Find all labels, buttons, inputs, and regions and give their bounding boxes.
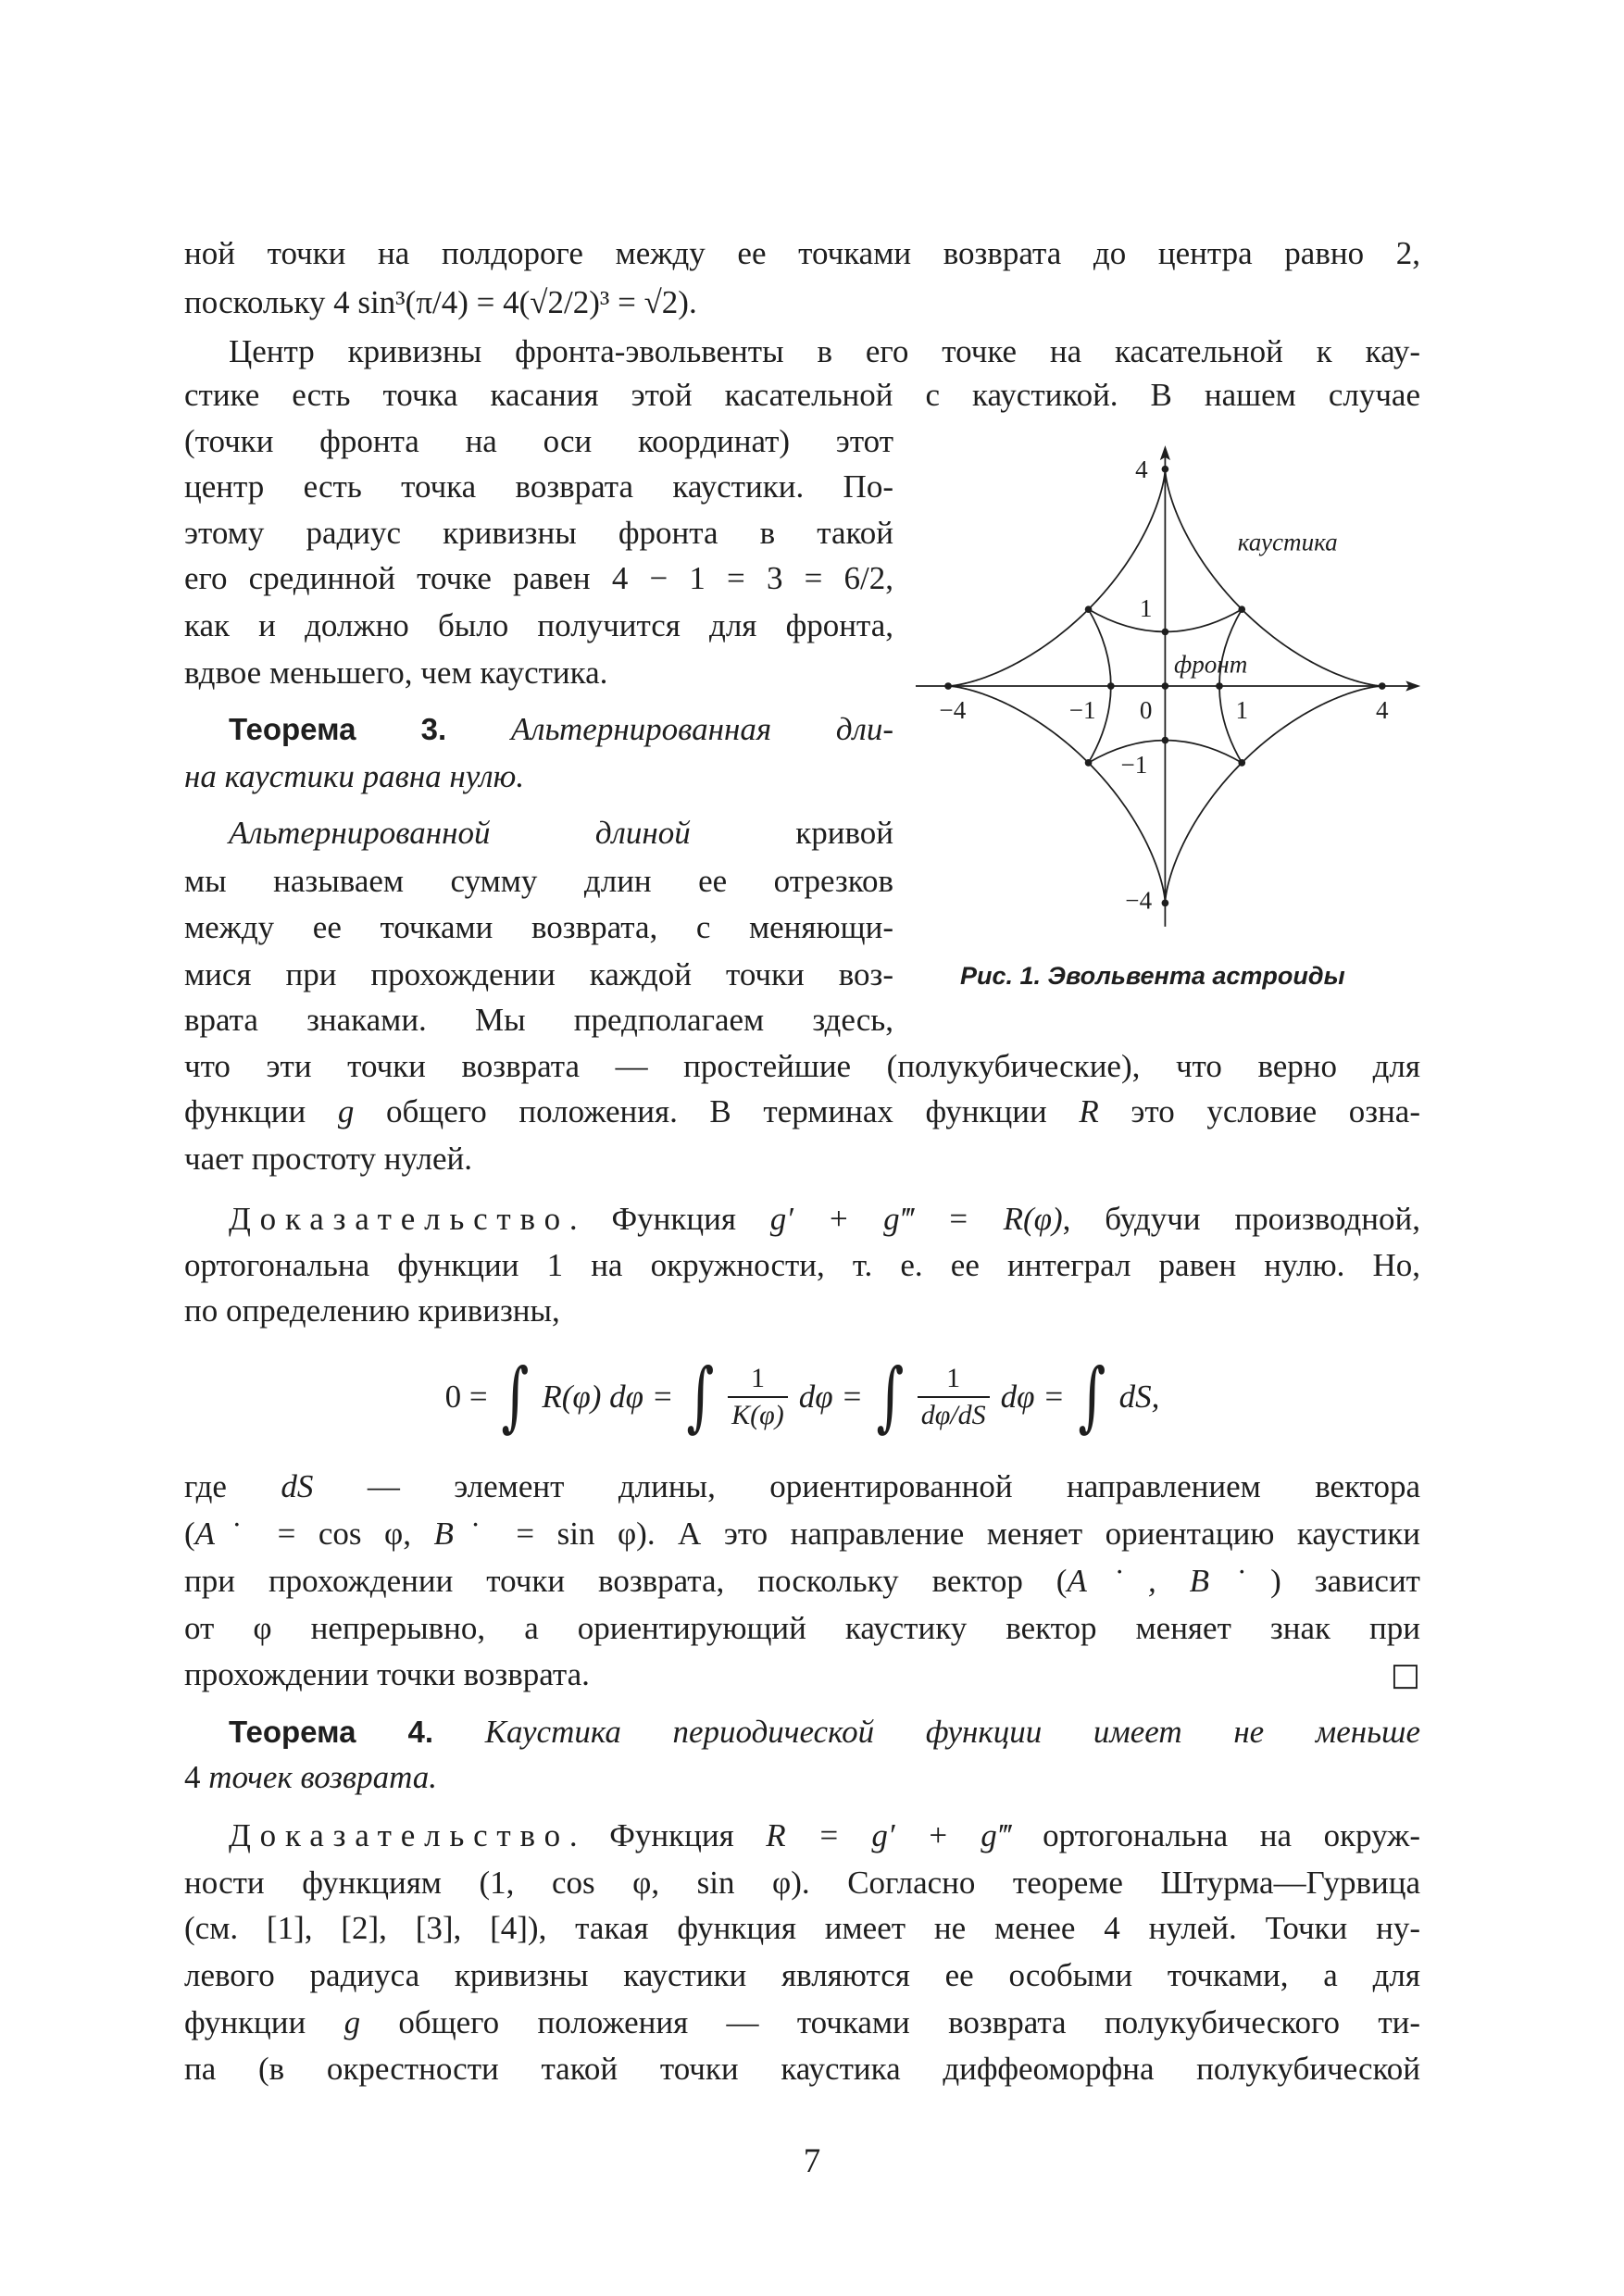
marked-point [1162,737,1169,744]
line-18 [184,1043,1420,1090]
line-text: (точки фронта на оси координат) этот [184,423,893,459]
line-31 [184,1754,1420,1801]
math-symbol: R [1079,1093,1099,1129]
line-text: левого радиуса кривизны каустики являются ее особыми точками, а для [184,1957,1420,1993]
theorem-3-statement: на каустики равна нулю. [184,758,525,794]
axis-label-origin: 0 [1139,696,1153,725]
line-text: по определению кривизны, [184,1292,560,1329]
defined-term: Альтернированной длиной [229,815,691,851]
integral-sign: ∫ [876,1353,905,1441]
line-text: это условие озна- [1131,1093,1420,1129]
axis-label-y-4: 4 [1135,455,1148,484]
line-text: его срединной точке равен 4 − 1 = 3 = 6/2, [184,560,893,596]
marked-point [1162,466,1169,473]
axis-label-y-neg1: −1 [1120,751,1148,780]
line-text: поскольку 4 sin³(π/4) = 4(√2/2)³ = √2). [184,284,697,320]
equation-term: 0 = [444,1379,488,1415]
line-text: между ее точками возврата, с меняющи- [184,909,893,945]
line-7 [184,510,893,556]
line-35 [184,1953,1420,1999]
end-of-proof-icon: □ [1390,1656,1420,1693]
marked-point [1216,682,1223,690]
line-text: общего положения. В терминах функции [385,1093,1047,1129]
theorem-3-statement: Альтернированная дли- [510,711,894,747]
line-15 [184,905,893,951]
marked-point [1238,605,1245,613]
integral-sign: ∫ [501,1353,529,1441]
line-text: общего положения — точками возврата полукубического ти- [398,2004,1421,2040]
line-text: ной точки на полдороге между ее точками возврата до центра равно 2, [184,235,1420,271]
line-27 [184,1558,1420,1604]
marked-point [944,682,952,690]
line-34 [184,1905,1420,1952]
fraction-denominator: K(φ) [728,1396,788,1433]
line-text: мися при прохождении каждой точки воз- [184,956,893,992]
equation-term: R(φ) dφ = [542,1379,674,1415]
line-text: ортогональна функции 1 на окружности, т. е. ее интеграл равен нулю. Но, [184,1247,1420,1283]
marked-point [1107,682,1115,690]
line-text: 4 [184,1759,201,1795]
line-3 [229,329,1420,375]
axis-label-x-1: 1 [1235,696,1249,725]
math-symbol: A˙ [194,1516,256,1552]
line-4 [184,372,1420,418]
theorem-4-statement: точек возврата. [208,1759,438,1795]
line-text: этому радиус кривизны фронта в такой [184,515,893,551]
line-33 [184,1860,1420,1906]
marked-point [1085,605,1093,613]
line-text: центр есть точка возврата каустики. По- [184,468,893,505]
line-30 [229,1709,1420,1755]
line-23 [184,1288,1420,1334]
line-13 [229,810,893,856]
axis-label-y-neg4: −4 [1125,886,1153,915]
equation-term: dφ = [1000,1379,1065,1415]
line-14 [184,858,893,905]
line-text: стике есть точка касания этой касательной с каустикой. В нашем случае [184,377,1420,413]
line-11 [229,706,893,753]
line-text: что эти точки возврата — простейшие (полукубические), что верно для [184,1048,1420,1084]
line-19 [184,1089,1420,1135]
line-36 [184,2000,1420,2046]
theorem-4-statement: Каустика периодической функции имеет не меньше [484,1714,1420,1750]
line-text: где [184,1468,227,1504]
axis-label-x-neg1: −1 [1068,696,1096,725]
line-text: кривой [795,815,893,851]
line-text: , будучи производной, [1062,1201,1421,1237]
line-text: ортогональна на окруж- [1043,1817,1421,1853]
line-text: функции [184,2004,306,2040]
line-5 [184,418,893,465]
line-text: = cos φ, [277,1516,411,1552]
line-text: ) зависит [1270,1563,1420,1599]
line-37 [184,2046,1420,2092]
equation-fraction [918,1361,990,1433]
line-21 [229,1196,1420,1242]
line-8 [184,555,893,602]
line-26 [184,1511,1420,1557]
astroid-involute-figure [886,435,1447,944]
line-text: (см. [1], [2], [3], [4]), такая функция имеет не менее 4 нулей. Точки ну- [184,1910,1420,1946]
line-32 [229,1813,1420,1859]
line-text: чает простоту нулей. [184,1141,472,1177]
axis-label-y-1: 1 [1139,594,1153,623]
marked-point [1162,682,1169,690]
line-29 [184,1652,1420,1698]
fraction-numerator: 1 [750,1363,765,1393]
fraction-denominator: dφ/dS [918,1396,990,1433]
display-equation [184,1339,1420,1455]
proof-heading: Доказательство [229,1817,569,1853]
proof-heading: Доказательство [229,1201,569,1237]
line-text: па (в окрестности такой точки каустика диффеоморфна полукубической [184,2051,1420,2087]
line-text: от φ непрерывно, а ориентирующий каустику вектор меняет знак при [184,1610,1420,1646]
math-expression: g′ + g‴ = R(φ) [769,1201,1063,1237]
line-text: вдвое меньшего, чем каустика. [184,655,608,691]
line-28 [184,1605,1420,1652]
theorem-4-heading: Теорема 4. [229,1715,434,1749]
line-16 [184,952,893,998]
line-10 [184,650,893,696]
line-6 [184,464,893,510]
theorem-3-heading: Теорема 3. [229,712,447,746]
axis-label-x-neg4: −4 [939,696,967,725]
line-12 [184,754,893,800]
line-text: при прохождении точки возврата, поскольку вектор ( [184,1563,1068,1599]
math-symbol: g [344,2004,361,2040]
math-symbol: dS [281,1468,314,1504]
line-text: Центр кривизны фронта-эвольвенты в его точке на касательной к кау- [229,333,1420,369]
line-25 [184,1464,1420,1510]
fraction-numerator: 1 [946,1363,961,1393]
integral-sign: ∫ [1078,1353,1106,1441]
marked-point [1238,759,1245,767]
line-text: ( [184,1516,195,1552]
line-text: . Функция [568,1201,736,1237]
line-text: функции [184,1093,306,1129]
line-text: ности функциям (1, cos φ, sin φ). Согласно теореме Штурма—Гурвица [184,1865,1420,1901]
line-22 [184,1242,1420,1289]
front-label: фронт [1173,650,1248,679]
axis-label-x-4: 4 [1375,696,1389,725]
line-17 [184,997,893,1043]
equation-fraction [728,1361,788,1433]
marked-point [1379,682,1386,690]
line-1 [184,231,1420,277]
figure-caption: Рис. 1. Эвольвента астроиды [960,962,1345,990]
line-text: . Функция [568,1817,734,1853]
math-symbol: A˙, B˙ [1067,1563,1271,1599]
line-text: прохождении точки возврата. [184,1656,590,1692]
caustic-label: каустика [1237,528,1338,556]
line-text: = sin φ). А это направление меняет ориентацию каустики [516,1516,1420,1552]
line-2 [184,280,1420,326]
marked-point [1162,900,1169,907]
figure-curves [916,445,1420,927]
marked-point [1085,759,1093,767]
equation-term: dS, [1118,1379,1160,1415]
line-text: — элемент длины, ориентированной направлением вектора [367,1468,1420,1504]
marked-point [1162,629,1169,636]
line-20 [184,1136,1420,1182]
line-text: врата знаками. Мы предполагаем здесь, [184,1002,893,1038]
equation-term: dφ = [798,1379,863,1415]
math-expression: R = g′ + g‴ [766,1817,1011,1853]
line-9 [184,603,893,649]
math-symbol: g [337,1093,355,1129]
integral-sign: ∫ [686,1353,715,1441]
line-text: мы называем сумму длин ее отрезков [184,863,893,899]
line-text: как и должно было получится для фронта, [184,607,893,643]
math-symbol: B˙ [433,1516,493,1552]
page-number: 7 [803,2142,821,2180]
